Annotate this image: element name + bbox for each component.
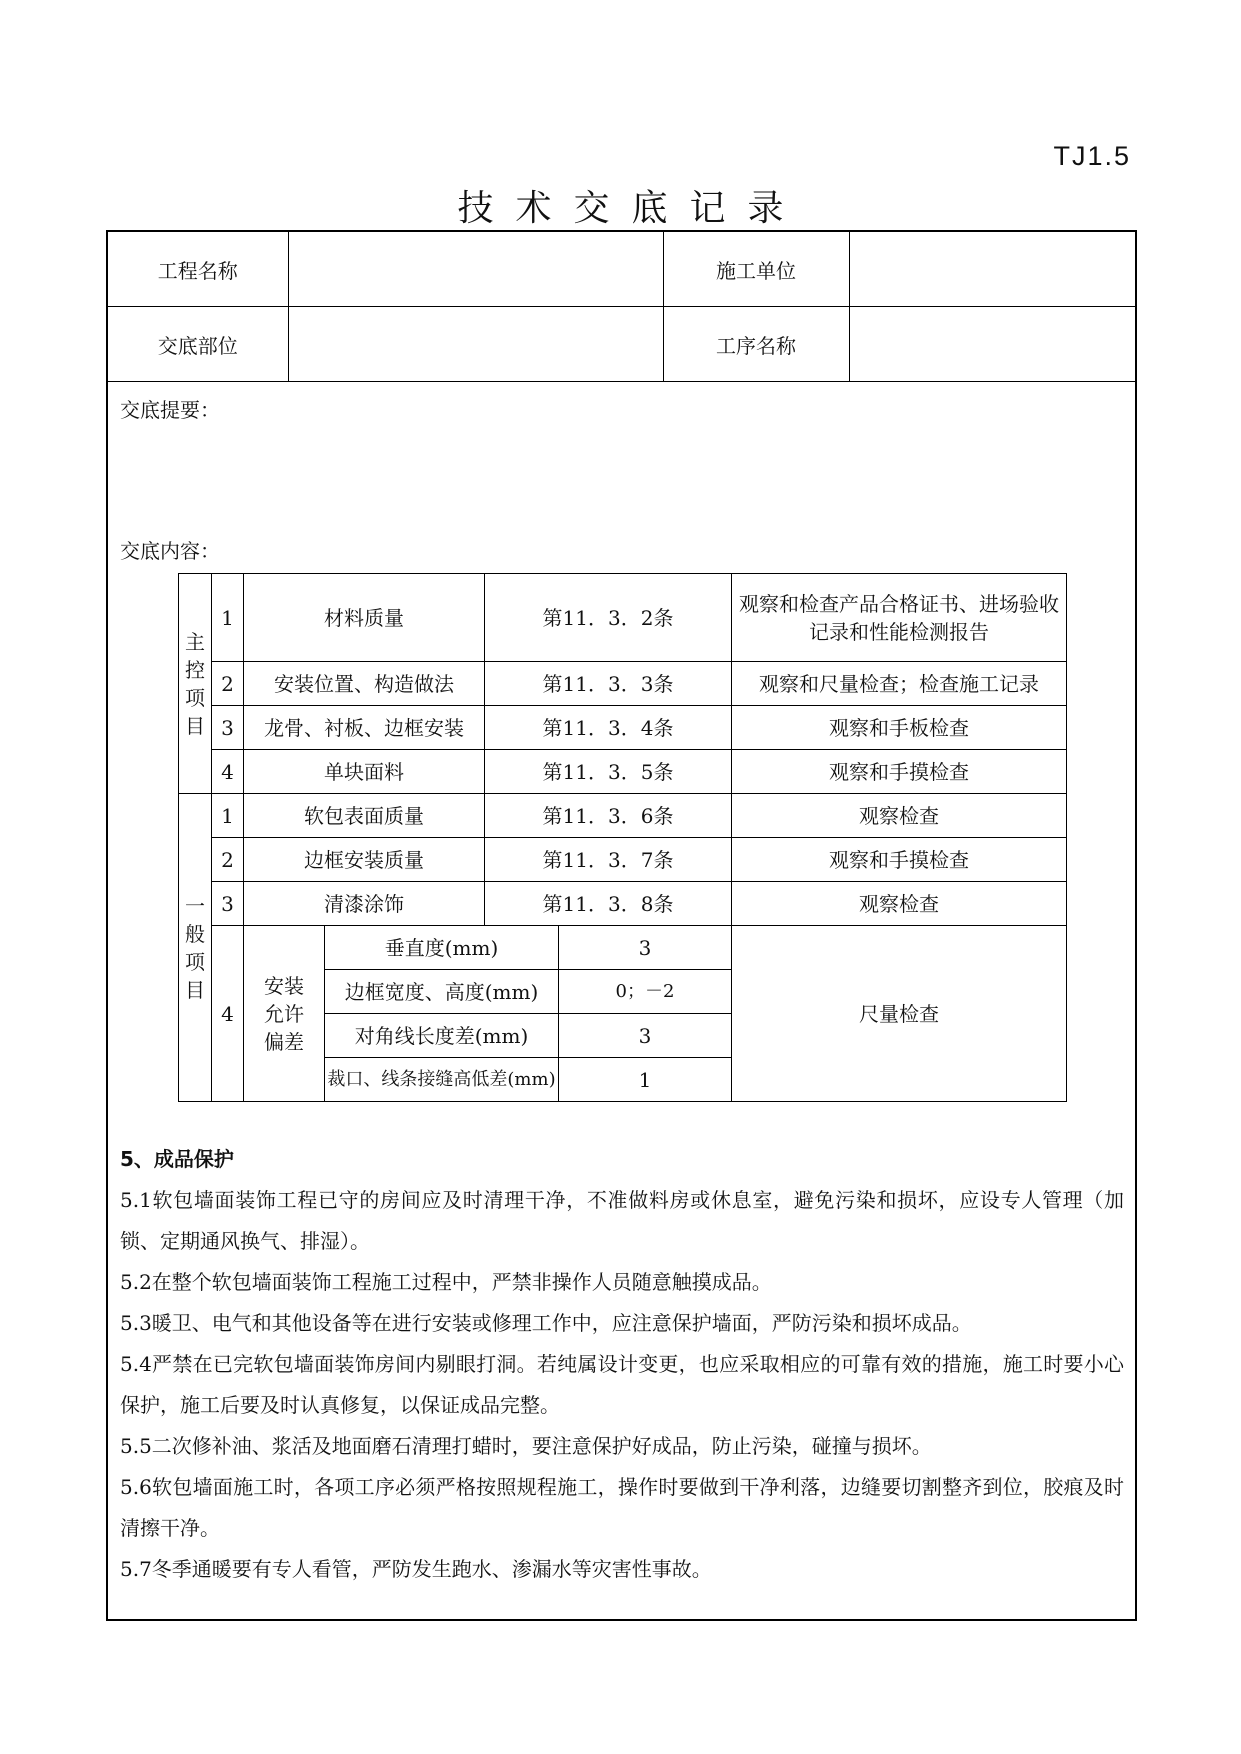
item-name: 清漆涂饰 — [244, 882, 485, 926]
tolerance-item: 裁口、线条接缝高低差(mm) — [325, 1058, 559, 1102]
location-field[interactable] — [288, 307, 663, 382]
item-name: 软包表面质量 — [244, 794, 485, 838]
clause-reference: 第11．3．2条 — [485, 574, 732, 662]
item-name: 龙骨、衬板、边框安装 — [244, 706, 485, 750]
table-row — [179, 882, 1067, 926]
inspection-method: 观察检查 — [732, 882, 1067, 926]
summary-label: 交底提要： — [120, 398, 220, 422]
item-name: 单块面料 — [244, 750, 485, 794]
section-title: 5、成品保护 — [120, 1147, 234, 1171]
tolerance-value: 1 — [559, 1058, 732, 1102]
document-code: TJ1.5 — [1053, 141, 1131, 171]
paragraph: 5.1软包墙面装饰工程已守的房间应及时清理干净，不准做料房或休息室，避免污染和损坏，应设专人管理（加锁、定期通风换气、排湿）。 — [120, 1188, 1124, 1253]
paragraph: 5.7冬季通暖要有专人看管，严防发生跑水、渗漏水等灾害性事故。 — [120, 1557, 712, 1581]
contractor-label: 施工单位 — [663, 232, 849, 307]
header-table — [108, 232, 1135, 382]
paragraph: 5.4严禁在已完软包墙面装饰房间内剔眼打洞。若纯属设计变更，也应采取相应的可靠有效的措施，施工时要小心保护，施工后要及时认真修复，以保证成品完整。 — [120, 1352, 1124, 1417]
row-number: 3 — [212, 882, 244, 926]
content-label: 交底内容： — [120, 539, 220, 563]
inspection-method: 观察和尺量检查；检查施工记录 — [732, 662, 1067, 706]
table-row — [179, 794, 1067, 838]
inspection-method: 尺量检查 — [732, 926, 1067, 1102]
paragraph: 5.3暖卫、电气和其他设备等在进行安装或修理工作中，应注意保护墙面，严防污染和损坏成品。 — [120, 1311, 972, 1335]
table-row — [179, 838, 1067, 882]
tolerance-item: 边框宽度、高度(mm) — [325, 970, 559, 1014]
clause-reference: 第11．3．7条 — [485, 838, 732, 882]
row-number: 2 — [212, 838, 244, 882]
project-name-field[interactable] — [288, 232, 663, 307]
table-row — [179, 706, 1067, 750]
clause-reference: 第11．3．6条 — [485, 794, 732, 838]
item-name: 安装位置、构造做法 — [244, 662, 485, 706]
process-field[interactable] — [849, 307, 1135, 382]
table-row — [179, 926, 1067, 970]
tolerance-value: 0；－2 — [559, 970, 732, 1014]
paragraph: 5.2在整个软包墙面装饰工程施工过程中，严禁非操作人员随意触摸成品。 — [120, 1270, 772, 1294]
row-number: 1 — [212, 794, 244, 838]
project-name-label: 工程名称 — [108, 232, 288, 307]
row-number: 2 — [212, 662, 244, 706]
item-name: 边框安装质量 — [244, 838, 485, 882]
row-number: 4 — [212, 926, 244, 1102]
inspection-method: 观察检查 — [732, 794, 1067, 838]
inspection-method: 观察和手摸检查 — [732, 750, 1067, 794]
table-row — [179, 750, 1067, 794]
clause-reference: 第11．3．4条 — [485, 706, 732, 750]
product-protection-section — [120, 1139, 1124, 1590]
tolerance-value: 3 — [559, 926, 732, 970]
tolerance-item: 对角线长度差(mm) — [325, 1014, 559, 1058]
inspection-method: 观察和手摸检查 — [732, 838, 1067, 882]
inspection-table — [178, 573, 1067, 1102]
tolerance-item: 垂直度(mm) — [325, 926, 559, 970]
main-items-group-label: 主控项目 — [179, 574, 212, 794]
row-number: 4 — [212, 750, 244, 794]
tolerance-label: 安装允许偏差 — [244, 926, 325, 1102]
location-label: 交底部位 — [108, 307, 288, 382]
row-number: 1 — [212, 574, 244, 662]
process-label: 工序名称 — [663, 307, 849, 382]
tolerance-value: 3 — [559, 1014, 732, 1058]
contractor-field[interactable] — [849, 232, 1135, 307]
paragraph: 5.6软包墙面施工时，各项工序必须严格按照规程施工，操作时要做到干净利落，边缝要切割整齐到位，胶痕及时清擦干净。 — [120, 1475, 1124, 1540]
clause-reference: 第11．3．5条 — [485, 750, 732, 794]
general-items-group-label: 一般项目 — [179, 794, 212, 1102]
record-form — [106, 230, 1137, 1621]
inspection-method: 观察和检查产品合格证书、进场验收记录和性能检测报告 — [732, 574, 1067, 662]
page-title: 技术交底记录 — [457, 188, 806, 229]
table-row — [179, 574, 1067, 662]
paragraph: 5.5二次修补油、浆活及地面磨石清理打蜡时，要注意保护好成品，防止污染，碰撞与损坏。 — [120, 1434, 932, 1458]
table-row — [179, 662, 1067, 706]
item-name: 材料质量 — [244, 574, 485, 662]
inspection-method: 观察和手板检查 — [732, 706, 1067, 750]
clause-reference: 第11．3．8条 — [485, 882, 732, 926]
clause-reference: 第11．3．3条 — [485, 662, 732, 706]
row-number: 3 — [212, 706, 244, 750]
